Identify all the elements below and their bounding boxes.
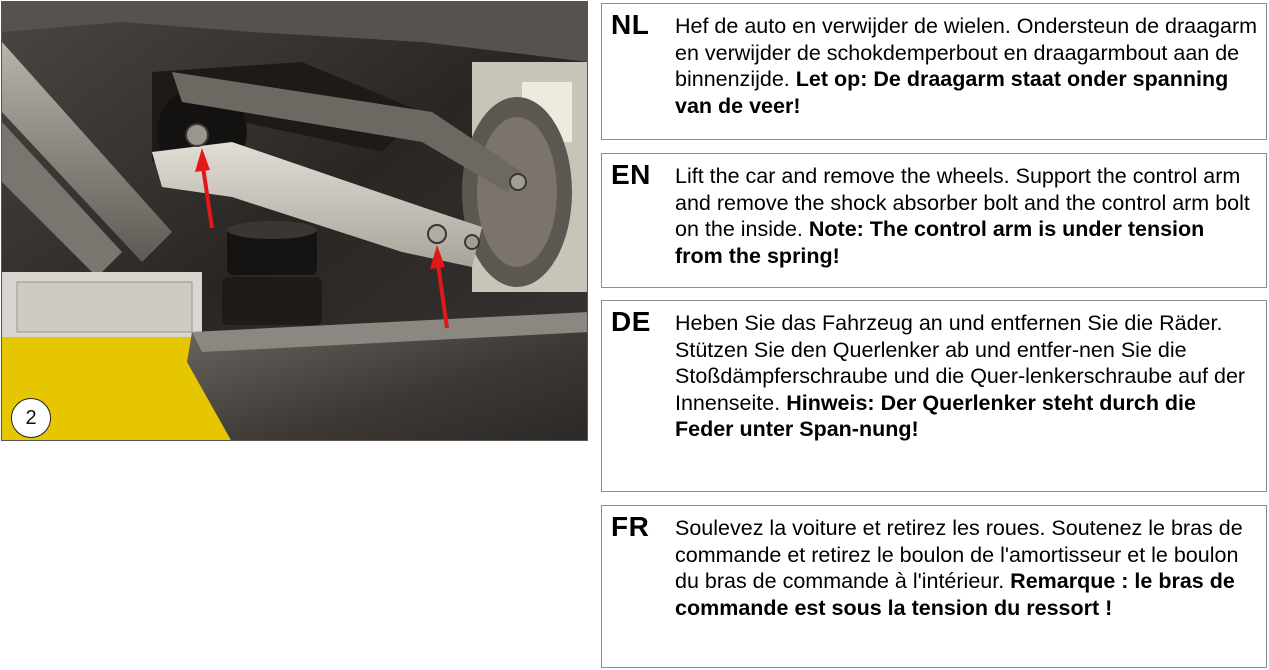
instruction-text [675,163,1258,269]
language-code: FR [611,511,650,542]
instruction-text [675,13,1258,119]
instruction-body: Soulevez la voiture et retirez les roues. Soutenez le bras de commande et retirez le boulon de l'amortisseur et le boulon du bras de commande à l'intérieur. [675,516,1243,593]
instruction-note: Let op: De draagarm staat onder spanning van de veer! [675,67,1229,118]
section-en [601,153,1267,288]
instruction-body: Hef de auto en verwijder de wielen. Ondersteun de draagarm en verwijder de schokdemperbout en draagarmbout aan de binnenzijde. [675,14,1258,91]
instruction-note: Remarque : le bras de commande est sous la tension du ressort ! [675,569,1235,620]
instruction-text [675,310,1258,443]
suspension-photo-illustration [2,2,588,441]
language-code: EN [611,159,651,190]
section-de [601,300,1267,492]
instruction-body: Lift the car and remove the wheels. Support the control arm and remove the shock absorber bolt and the control arm bolt on the inside. [675,164,1250,241]
instruction-note: Note: The control arm is under tension from the spring! [675,217,1205,268]
language-code: DE [611,306,651,337]
instruction-note: Hinweis: Der Querlenker steht durch die Feder unter Span-nung! [675,390,1196,441]
instruction-photo [1,1,588,441]
instruction-text [675,515,1258,621]
section-nl [601,3,1267,140]
language-code: NL [611,9,650,40]
instruction-body: Heben Sie das Fahrzeug an und entfernen Sie die Räder. Stützen Sie den Querlenker ab und entfer-nen Sie die Stoßdämpferschraube und die Quer-lenkerschraube auf der Innenseite. [675,311,1246,415]
section-fr [601,505,1267,668]
step-number-badge: 2 [11,398,51,438]
